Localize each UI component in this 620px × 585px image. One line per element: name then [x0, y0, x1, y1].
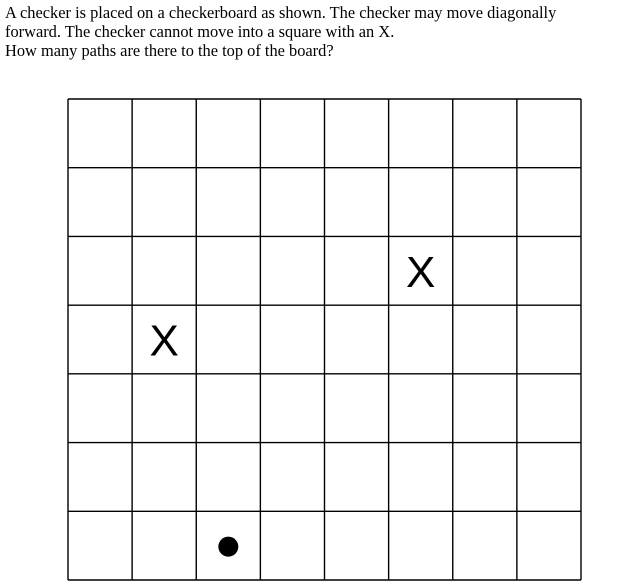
- checker-piece: [218, 537, 238, 557]
- x-mark-1: X: [406, 247, 436, 297]
- x-mark-2: X: [149, 316, 179, 366]
- question-line-2: forward. The checker cannot move into a square with an X.: [5, 22, 395, 41]
- question-line-3: How many paths are there to the top of the board?: [5, 41, 334, 60]
- question-line-1: A checker is placed on a checkerboard as shown. The checker may move diagonally: [5, 3, 557, 22]
